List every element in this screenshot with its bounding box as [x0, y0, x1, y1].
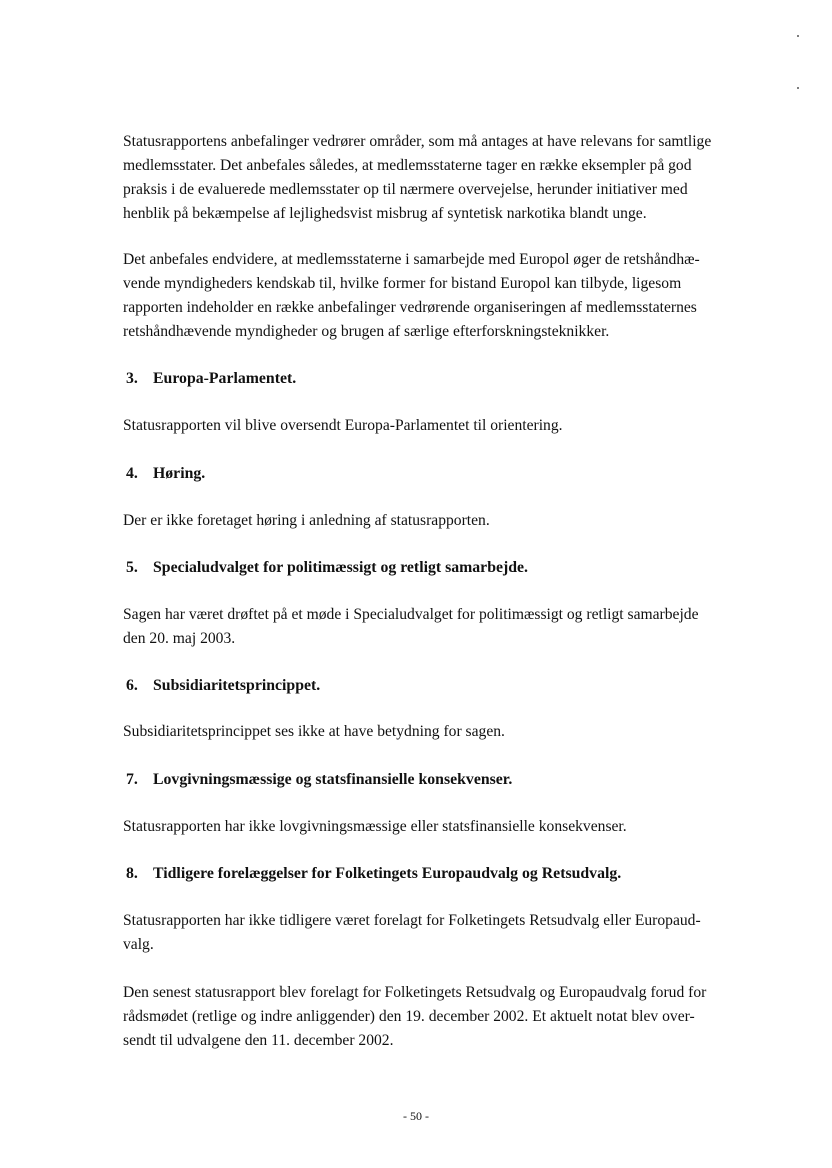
section-title: Specialudvalget for politimæssigt og retligt samarbejde. [153, 559, 528, 576]
section-title: Europa-Parlamentet. [153, 370, 297, 387]
section-number: 5. [126, 559, 138, 576]
section-heading-5 [126, 556, 528, 580]
section-title: Høring. [153, 465, 206, 482]
text-line: Det anbefales endvidere, at medlemsstaterne i samarbejde med Europol øger de retshåndhæ- [123, 251, 700, 268]
section-title: Subsidiaritetsprincippet. [153, 677, 321, 694]
section-heading-7 [126, 768, 512, 792]
section-heading-4 [126, 462, 205, 486]
section-4-paragraph [123, 509, 751, 533]
text-line: Sagen har været drøftet på et møde i Specialudvalget for politimæssigt og retligt samarbejde [123, 606, 699, 623]
text-line: rapporten indeholder en række anbefalinger vedrørende organiseringen af medlemsstaternes [123, 299, 697, 316]
text-line: Statusrapporten har ikke lovgivningsmæssige eller statsfinansielle konsekvenser. [123, 818, 627, 835]
section-3-paragraph [123, 414, 751, 438]
text-line: praksis i de evaluerede medlemsstater op til nærmere overvejelse, herunder initiativer med [123, 181, 688, 198]
page-number: - 50 - [403, 1109, 429, 1123]
section-number: 4. [126, 465, 138, 482]
section-8-paragraph-2 [123, 981, 751, 1053]
section-number: 7. [126, 771, 138, 788]
section-number: 3. [126, 370, 138, 387]
text-line: rådsmødet (retlige og indre anliggender) den 19. december 2002. Et aktuelt notat blev over- [123, 1008, 695, 1025]
section-title: Lovgivningsmæssige og statsfinansielle konsekvenser. [153, 771, 513, 788]
section-7-paragraph [123, 815, 751, 839]
section-heading-3 [126, 367, 296, 391]
section-6-paragraph [123, 720, 751, 744]
text-line: Statusrapporten vil blive oversendt Europa-Parlamentet til orientering. [123, 417, 563, 434]
section-title: Tidligere forelæggelser for Folketingets Europaudvalg og Retsudvalg. [153, 865, 622, 882]
text-line: Subsidiaritetsprincippet ses ikke at have betydning for sagen. [123, 723, 505, 740]
paragraph-intro-1 [123, 130, 751, 226]
section-number: 6. [126, 677, 138, 694]
text-line: Den senest statusrapport blev forelagt for Folketingets Retsudvalg og Europaudvalg forud for [123, 984, 707, 1001]
text-line: valg. [123, 936, 154, 953]
text-line: vende myndigheders kendskab til, hvilke former for bistand Europol kan tilbyde, ligesom [123, 275, 682, 292]
text-line: den 20. maj 2003. [123, 630, 236, 647]
text-line: retshåndhævende myndigheder og brugen af særlige efterforskningsteknikker. [123, 323, 610, 340]
scan-speck [797, 35, 799, 37]
text-line: Der er ikke foretaget høring i anledning af statusrapporten. [123, 512, 490, 529]
section-heading-6 [126, 674, 320, 698]
text-line: sendt til udvalgene den 11. december 2002. [123, 1032, 394, 1049]
section-8-paragraph-1 [123, 909, 751, 957]
section-number: 8. [126, 865, 138, 882]
text-line: medlemsstater. Det anbefales således, at medlemsstaterne tager en række eksempler på god [123, 157, 692, 174]
section-heading-8 [126, 862, 621, 886]
paragraph-intro-2 [123, 248, 751, 344]
scan-speck [797, 87, 799, 89]
text-line: henblik på bekæmpelse af lejlighedsvist misbrug af syntetisk narkotika blandt unge. [123, 205, 647, 222]
text-line: Statusrapportens anbefalinger vedrører områder, som må antages at have relevans for samtlige [123, 133, 712, 150]
text-line: Statusrapporten har ikke tidligere været forelagt for Folketingets Retsudvalg eller Europaud- [123, 912, 701, 929]
section-5-paragraph [123, 603, 751, 651]
